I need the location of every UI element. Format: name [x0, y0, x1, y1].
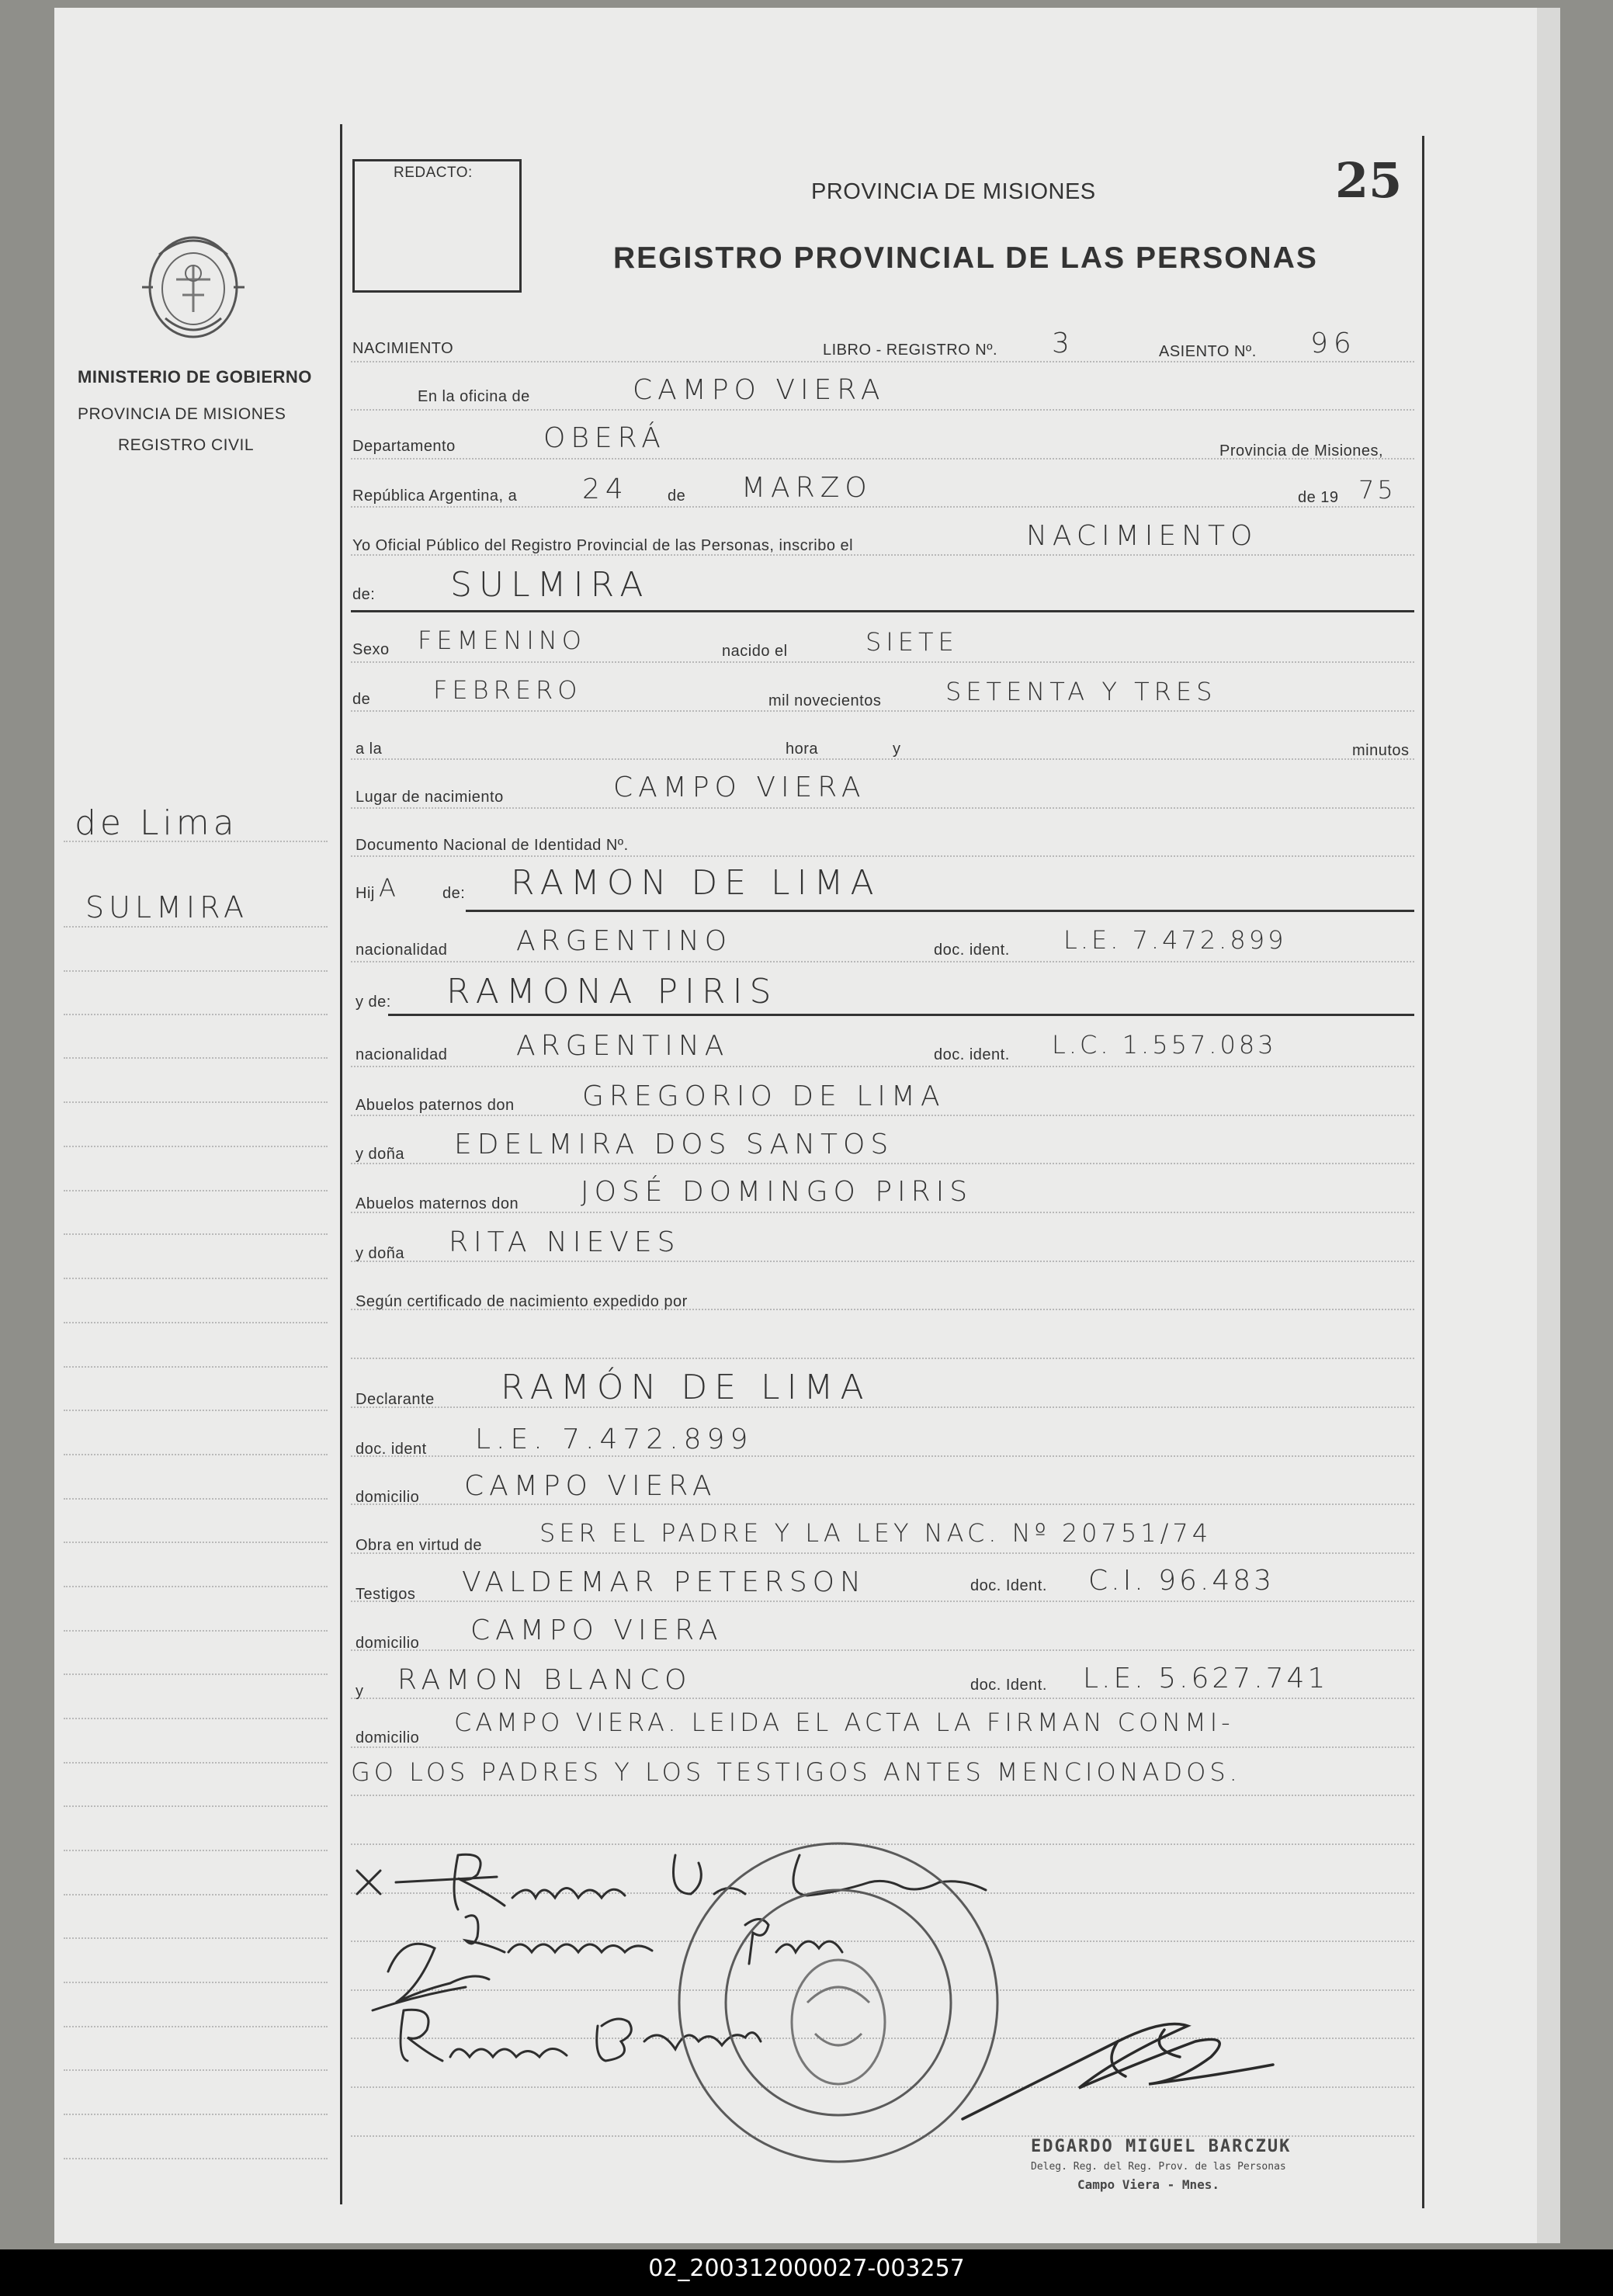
label-abuelos-paternos: Abuelos paternos don	[356, 1097, 515, 1114]
value-testigo2-domicilio-line1: CAMPO VIERA. LEIDA EL ACTA LA FIRMAN CONMI-	[454, 1708, 1234, 1737]
value-testigo1-domicilio: CAMPO VIERA	[470, 1614, 723, 1646]
value-nacido-anio: SETENTA Y TRES	[945, 677, 1217, 706]
stamp-location: Campo Viera - Mnes.	[1077, 2177, 1220, 2192]
label-lugar: Lugar de nacimiento	[356, 789, 504, 806]
label-domicilio-declarante: domicilio	[356, 1489, 420, 1506]
label-doc-ident-declarante: doc. ident	[356, 1441, 427, 1458]
label-doc-ident-madre: doc. ident.	[934, 1046, 1010, 1063]
value-abuelo-paterno: GREGORIO DE LIMA	[582, 1080, 945, 1112]
label-mil-novecientos: mil novecientos	[768, 692, 882, 709]
value-asiento: 96	[1310, 328, 1357, 359]
signature-official	[963, 2024, 1273, 2120]
label-nacionalidad-padre: nacionalidad	[356, 942, 448, 959]
label-domicilio-testigo2: domicilio	[356, 1729, 420, 1746]
official-stamp	[1031, 2137, 1403, 2192]
label-hij: Hij	[356, 885, 375, 902]
value-testigo2-doc: L.E. 5.627.741	[1083, 1663, 1329, 1694]
value-hij-suffix: A	[379, 873, 397, 903]
value-sexo: FEMENINO	[418, 626, 586, 655]
label-de-19: de 19	[1298, 489, 1339, 506]
value-testigo2-domicilio-line2: GO LOS PADRES Y LOS TESTIGOS ANTES MENCIONADOS.	[351, 1757, 1241, 1787]
ministry-line1: MINISTERIO DE GOBIERNO	[78, 367, 312, 387]
value-padre: RAMON DE LIMA	[511, 863, 881, 903]
value-declarante-doc: L.E. 7.472.899	[475, 1424, 754, 1455]
label-testigos: Testigos	[356, 1586, 416, 1603]
label-doc-ident-padre: doc. ident.	[934, 942, 1010, 959]
redacto-label: REDACTO:	[394, 165, 473, 181]
label-republica: República Argentina, a	[352, 487, 518, 505]
value-acto: NACIMIENTO	[1026, 520, 1258, 552]
provincial-coat-of-arms-icon	[136, 225, 251, 348]
label-nacionalidad-madre: nacionalidad	[356, 1046, 448, 1063]
value-dia: 24	[582, 473, 629, 505]
ministry-line3: REGISTRO CIVIL	[118, 436, 255, 454]
label-hora: hora	[786, 740, 819, 758]
value-madre: RAMONA PIRIS	[446, 972, 779, 1011]
value-declarante-domicilio: CAMPO VIERA	[464, 1470, 717, 1502]
label-declarante: Declarante	[356, 1391, 435, 1408]
label-doc-ident-testigo2: doc. Ident.	[970, 1677, 1047, 1694]
signature-scribble	[373, 1944, 489, 2010]
label-a-la: a la	[356, 740, 383, 758]
label-de-colon: de:	[352, 586, 376, 603]
label-de: de	[668, 487, 686, 505]
value-madre-doc: L.C. 1.557.083	[1052, 1030, 1277, 1060]
label-provincia-misiones: Provincia de Misiones,	[1219, 442, 1384, 460]
value-padre-doc: L.E. 7.472.899	[1063, 925, 1287, 955]
province-heading: PROVINCIA DE MISIONES	[811, 179, 1096, 204]
label-obra: Obra en virtud de	[356, 1537, 483, 1554]
value-abuelo-materno: JOSÉ DOMINGO PIRIS	[581, 1176, 973, 1208]
value-nombre: SULMIRA	[450, 565, 650, 605]
label-y: y	[893, 740, 901, 758]
ministry-line2: PROVINCIA DE MISIONES	[78, 405, 286, 423]
value-abuela-paterna: EDELMIRA DOS SANTOS	[454, 1129, 894, 1160]
value-abuela-materna: RITA NIEVES	[449, 1226, 681, 1258]
margin-note-given-name: SULMIRA	[85, 890, 248, 924]
value-nacido-dia: SIETE	[865, 627, 959, 657]
value-libro: 3	[1052, 328, 1075, 359]
value-testigo2: RAMON BLANCO	[397, 1664, 692, 1696]
value-madre-nacionalidad: ARGENTINA	[516, 1030, 730, 1062]
paper-edge	[1537, 8, 1560, 2243]
label-abuelos-maternos: Abuelos maternos don	[356, 1195, 519, 1212]
label-nacimiento: NACIMIENTO	[352, 340, 454, 357]
label-yo-oficial: Yo Oficial Público del Registro Provincial de las Personas, inscribo el	[352, 537, 854, 554]
label-nacido-el: nacido el	[722, 643, 788, 660]
label-dni: Documento Nacional de Identidad Nº.	[356, 837, 629, 854]
value-anio: 75	[1358, 475, 1396, 505]
redacto-box	[352, 159, 522, 293]
stamp-name: EDGARDO MIGUEL BARCZUK	[1031, 2137, 1292, 2156]
value-declarante: RAMÓN DE LIMA	[501, 1368, 871, 1407]
stamp-title: Deleg. Reg. del Reg. Prov. de las Personas	[1031, 2161, 1286, 2173]
value-mes: MARZO	[741, 472, 872, 504]
label-asiento: ASIENTO Nº.	[1159, 343, 1257, 360]
label-y-dona-paterna: y doña	[356, 1146, 405, 1163]
signature-ramon-de-lima	[357, 1854, 986, 1909]
margin-note-surname: de Lima	[75, 803, 238, 843]
label-segun: Según certificado de nacimiento expedido por	[356, 1293, 688, 1310]
value-padre-nacionalidad: ARGENTINO	[516, 925, 733, 957]
label-y-de: y de:	[356, 994, 391, 1011]
label-de-mes: de	[352, 691, 371, 708]
page-number: 25	[1335, 152, 1403, 209]
label-departamento: Departamento	[352, 438, 456, 455]
label-oficina: En la oficina de	[418, 388, 530, 405]
value-departamento: OBERÁ	[543, 422, 666, 454]
label-minutos: minutos	[1352, 742, 1410, 759]
scan-file-id: 02_200312000027-003257	[648, 2255, 965, 2282]
value-obra: SER EL PADRE Y LA LEY NAC. Nº 20751/74	[539, 1518, 1212, 1548]
value-testigo1-doc: C.I. 96.483	[1088, 1565, 1275, 1597]
official-seal	[679, 1843, 997, 2162]
label-doc-ident-testigo1: doc. Ident.	[970, 1577, 1047, 1594]
signature-ramona-piris	[466, 1916, 842, 1964]
label-hij-de: de:	[442, 885, 466, 902]
label-y-testigo2: y	[356, 1683, 364, 1700]
label-y-dona-materna: y doña	[356, 1245, 405, 1262]
registry-title: REGISTRO PROVINCIAL DE LAS PERSONAS	[613, 241, 1318, 275]
label-sexo: Sexo	[352, 641, 390, 658]
label-domicilio-testigo1: domicilio	[356, 1635, 420, 1652]
value-nacido-mes: FEBRERO	[433, 675, 582, 705]
value-testigo1: VALDEMAR PETERSON	[462, 1566, 866, 1598]
signature-ramon-blanco	[401, 2010, 761, 2061]
label-libro: LIBRO - REGISTRO Nº.	[823, 342, 998, 359]
value-oficina: CAMPO VIERA	[633, 374, 886, 406]
value-lugar: CAMPO VIERA	[613, 772, 866, 803]
